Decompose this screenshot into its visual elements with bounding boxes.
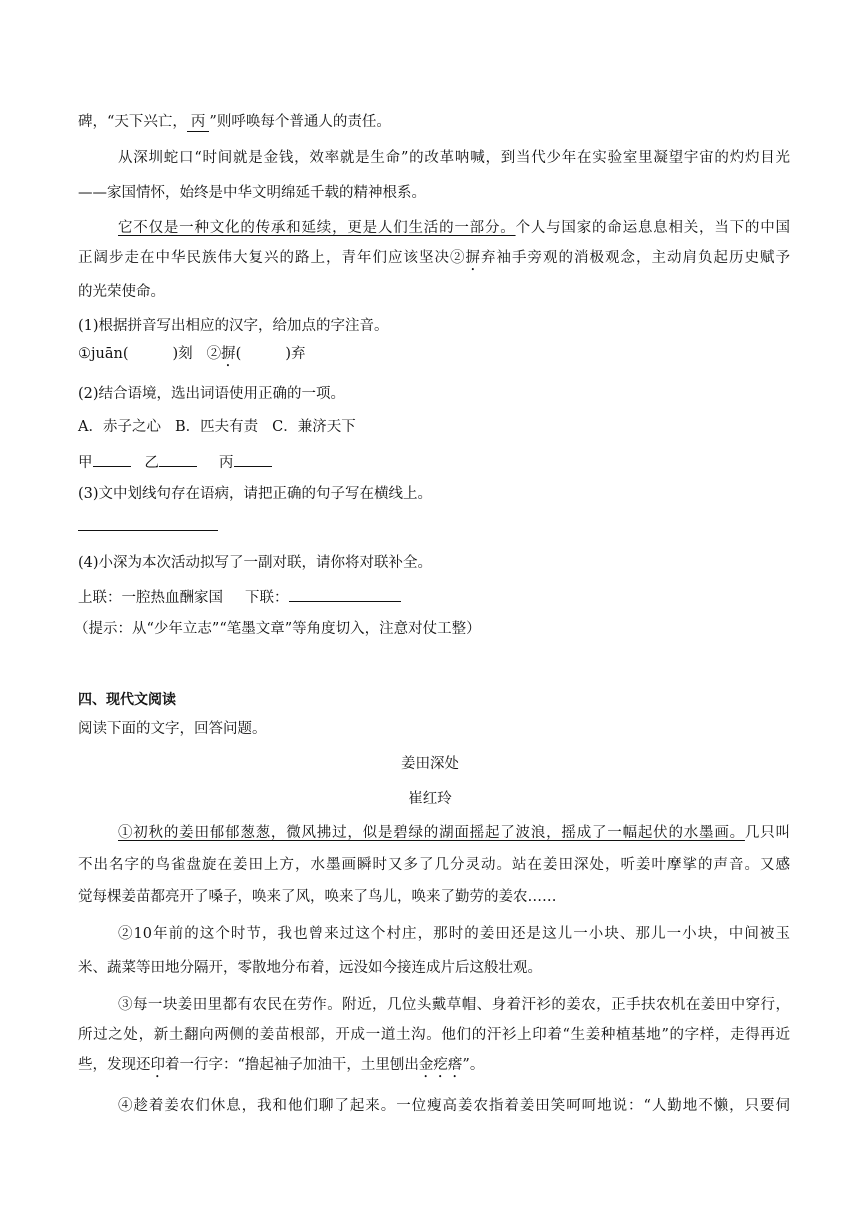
paragraph-3-line-3 — [78, 1055, 790, 1081]
passage-line-6: 的光荣使命。 — [78, 284, 165, 300]
dotted-char: 摒 — [465, 250, 481, 266]
fill-blank-bing[interactable]: 丙 — [187, 114, 210, 132]
text: 个人与国家的命运息息相关，当下的中国 — [515, 220, 791, 236]
text: ”。 — [462, 1057, 485, 1073]
text: ①juān( — [78, 346, 129, 362]
couplet-lower-blank[interactable] — [289, 586, 401, 602]
text: 着一行字：“撸起袖子加油干，土里刨出 — [165, 1057, 419, 1073]
couplet-upper: 上联：一腔热血酬家国 — [78, 590, 223, 606]
passage-line-5 — [78, 248, 790, 274]
underlined-sentence: ①初秋的姜田郁郁葱葱，微风拂过，似是碧绿的湖面摇起了波浪，摇成了一幅起伏的水墨画。 — [118, 825, 745, 841]
question-2: (2)结合语境，选出词语使用正确的一项。 — [78, 386, 346, 402]
text: 正阔步走在中华民族伟大复兴的路上，青年们应该坚决② — [78, 250, 466, 266]
text: )刻 — [172, 346, 193, 362]
paragraph-1-line-1 — [118, 823, 790, 843]
fill-label-jia: 甲 — [78, 455, 93, 471]
blank-yi[interactable] — [159, 451, 197, 467]
question-2-fill — [78, 451, 790, 473]
option-c: C．兼济天下 — [272, 419, 356, 435]
blank-bing[interactable] — [234, 451, 272, 467]
paragraph-3-line-2: 所过之处，新土翻向两侧的姜苗根部，开成一道土沟。他们的汗衫上印着“生姜种植基地”的字样，走得再近 — [78, 1027, 790, 1043]
paragraph-3-line-1: ③每一块姜田里都有农民在劳作。附近，几位头戴草帽、身着汗衫的姜农，正手扶农机在姜田中穿行， — [118, 997, 790, 1013]
text: ( — [235, 346, 242, 362]
paragraph-1-line-3: 觉每棵姜苗都亮开了嗓子，唤来了风，唤来了鸟儿，唤来了勤劳的姜农…… — [78, 889, 557, 905]
couplet — [78, 586, 790, 608]
text: 几只叫 — [744, 825, 791, 841]
question-1: (1)根据拼音写出相应的汉字，给加点的字注音。 — [78, 318, 389, 334]
article-title: 姜田深处 — [401, 756, 459, 772]
option-b: B．匹夫有责 — [174, 419, 259, 435]
text: ② — [206, 346, 222, 362]
paragraph-4-line-1: ④趁着姜农们休息，我和他们聊了起来。一位瘦高姜农指着姜田笑呵呵地说：“人勤地不懒，只要伺 — [118, 1098, 790, 1114]
paragraph-2-line-1: ②10年前的这个时节，我也曾来过这个村庄，那时的姜田还是这儿一小块、那儿一小块，中间被玉 — [118, 926, 790, 942]
passage-line-3: ——家国情怀，始终是中华文明绵延千载的精神根系。 — [78, 185, 426, 201]
text: 碑，“天下兴亡， — [78, 114, 187, 130]
fill-label-yi: 乙 — [144, 455, 159, 471]
dotted-char: 摒 — [221, 346, 236, 362]
section-heading: 四、现代文阅读 — [78, 692, 176, 708]
article-author: 崔红玲 — [408, 791, 452, 807]
passage-line-2: 从深圳蛇口“时间就是金钱，效率就是生命”的改革呐喊，到当代少年在实验室里凝望宇宙的灼灼目光 — [118, 150, 790, 166]
couplet-lower-label: 下联： — [245, 590, 289, 606]
dotted-chars: 金疙瘩 — [418, 1057, 463, 1073]
blank-jia[interactable] — [93, 451, 131, 467]
answer-line-q3[interactable] — [78, 515, 218, 531]
question-1-items — [78, 344, 790, 370]
text: 些，发现还 — [78, 1057, 151, 1073]
question-2-options — [78, 417, 790, 437]
text: )弃 — [285, 346, 306, 362]
paragraph-1-line-2: 不出名字的鸟雀盘旋在姜田上方，水墨画瞬时又多了几分灵动。站在姜田深处，听姜叶摩挲的声音。又感 — [78, 857, 790, 873]
section-instruction: 阅读下面的文字，回答问题。 — [78, 721, 267, 737]
option-a: A．赤子之心 — [78, 419, 161, 435]
passage-line-4 — [118, 218, 790, 238]
text: ”则呼唤每个普通人的责任。 — [209, 114, 391, 130]
dotted-char: 印 — [150, 1057, 165, 1073]
question-4: (4)小深为本次活动拟写了一副对联，请你将对联补全。 — [78, 555, 433, 571]
paragraph-2-line-2: 米、蔬菜等田地分隔开，零散地分布着，远没如今接连成片后这般壮观。 — [78, 960, 542, 976]
question-4-hint: （提示：从“少年立志”“笔墨文章”等角度切入，注意对仗工整） — [74, 621, 481, 637]
underlined-sentence: 它不仅是一种文化的传承和延续，更是人们生活的一部分。 — [118, 220, 516, 236]
question-3-answer — [78, 515, 790, 537]
text: 弃袖手旁观的消极观念，主动肩负起历史赋予 — [481, 250, 790, 266]
question-3: (3)文中划线句存在语病，请把正确的句子写在横线上。 — [78, 486, 433, 502]
fill-label-bing: 丙 — [219, 455, 234, 471]
passage-line-1 — [78, 112, 790, 132]
